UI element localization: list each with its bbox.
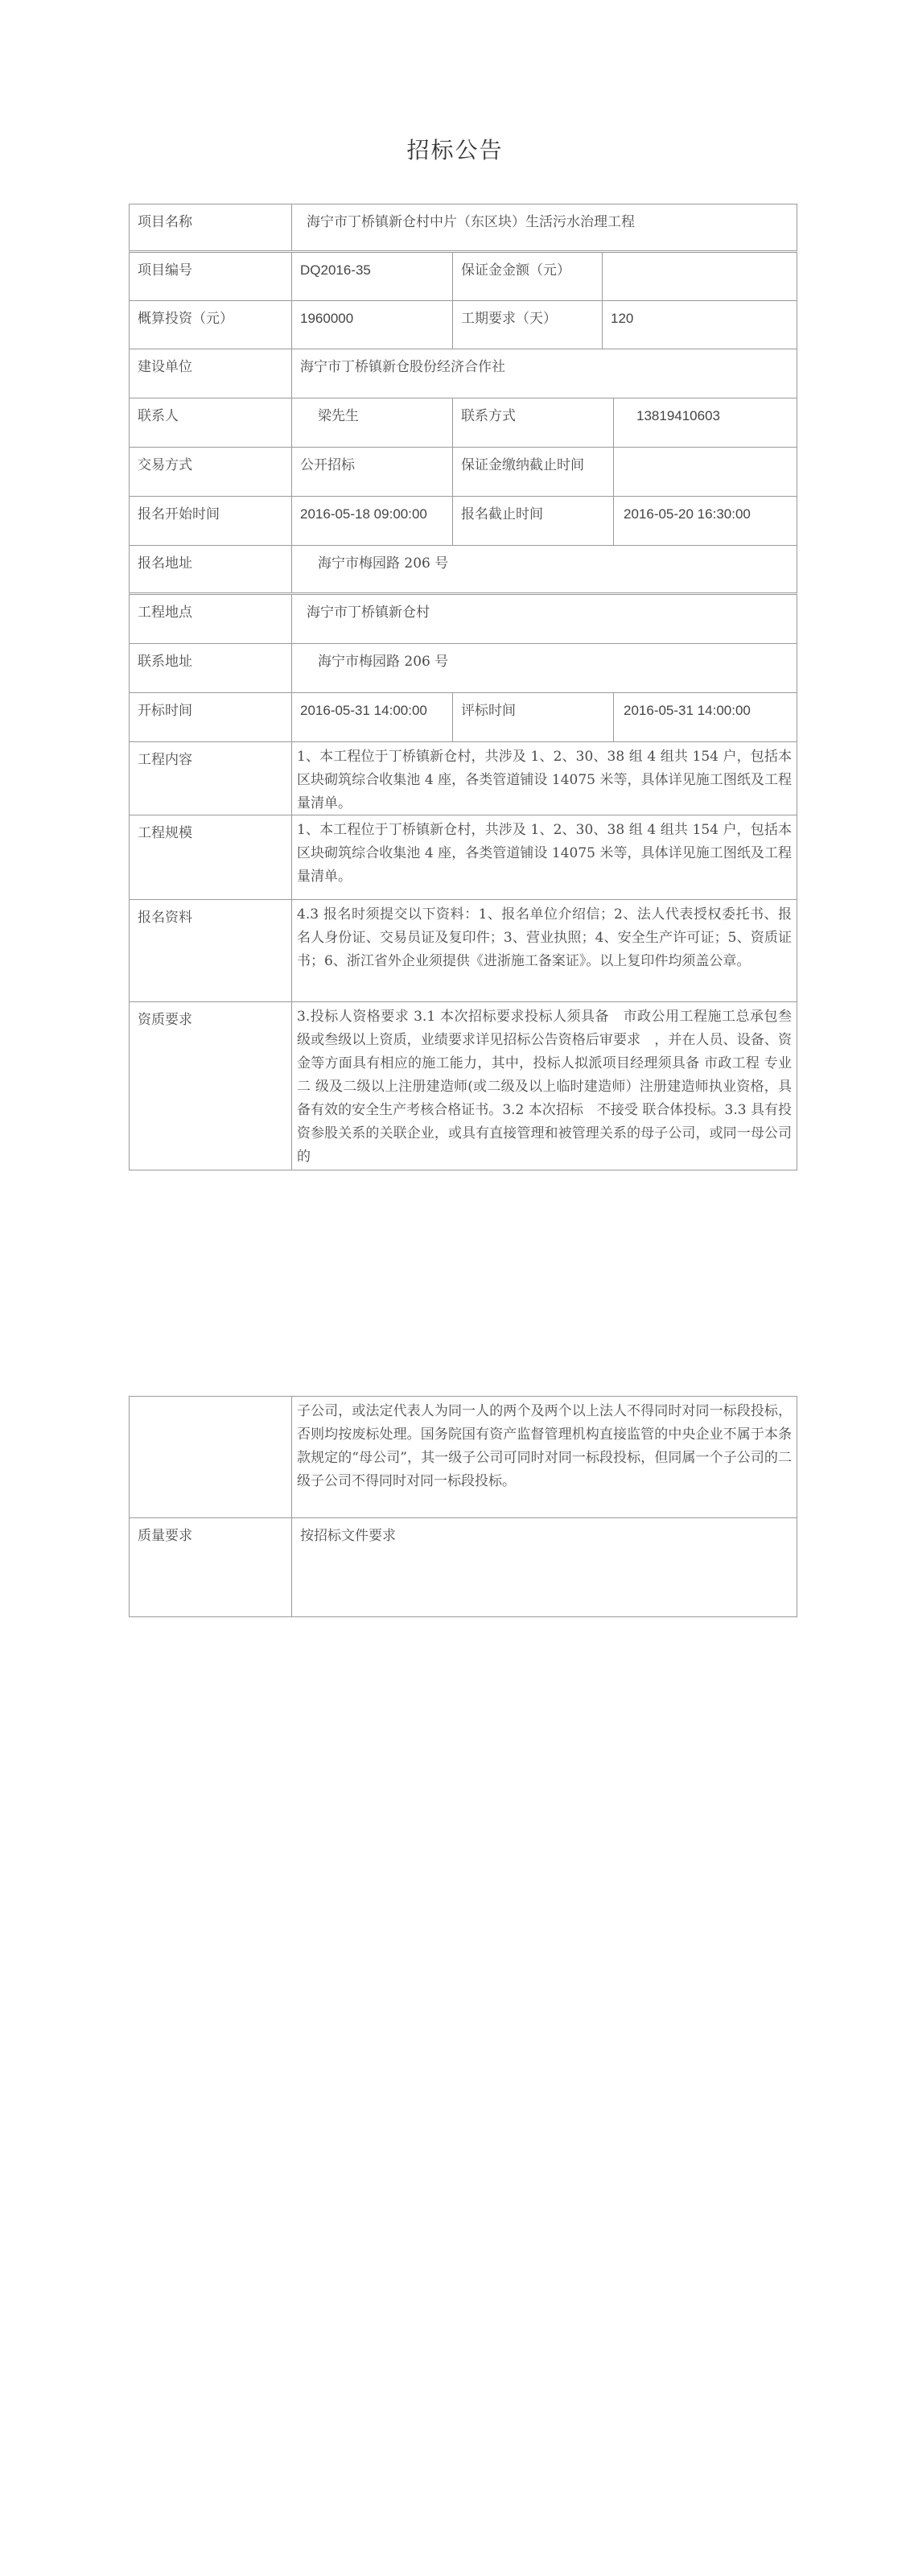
content-label: 工程内容 [138, 752, 192, 768]
page-title: 招标公告 [406, 137, 504, 163]
builder-label: 建设单位 [138, 359, 192, 375]
table-row [129, 301, 797, 349]
reg-start-label: 报名开始时间 [138, 506, 220, 522]
scale-label: 工程规模 [138, 825, 192, 841]
duration-label: 工期要求（天） [452, 301, 602, 349]
table-row [129, 1397, 797, 1518]
content-value: 1、本工程位于丁桥镇新仓村，共涉及 1、2、30、38 组 4 组共 154 户，包括本区块砌筑综合收集池 4 座，各类管道铺设 14075 米等，具体详见施工图纸及工程量清单。 [291, 742, 797, 815]
table-row [129, 398, 797, 448]
reg-end-value: 2016-05-20 16:30:00 [613, 497, 797, 545]
deposit-deadline-label: 保证金缴纳截止时间 [452, 448, 613, 496]
budget-label: 概算投资（元） [138, 311, 233, 327]
phone-label: 联系方式 [452, 398, 613, 447]
reg-end-label: 报名截止时间 [452, 497, 613, 545]
table-row [129, 742, 797, 815]
table-row [129, 349, 797, 398]
materials-value: 4.3 报名时须提交以下资料：1、报名单位介绍信；2、法人代表授权委托书、报名人身份证、交易员证及复印件；3、营业执照；4、安全生产许可证；5、资质证书；6、浙江省外企业须提供《进浙施工备案证》。以上复印件均须盖公章。 [291, 900, 797, 1001]
project-no-value: DQ2016-35 [291, 253, 452, 300]
materials-label: 报名资料 [138, 910, 192, 926]
deposit-label: 保证金金额（元） [452, 253, 602, 300]
table-row [129, 693, 797, 742]
review-time-label: 评标时间 [452, 693, 613, 741]
open-time-label: 开标时间 [138, 703, 192, 719]
qualification-value-part-2: 子公司，或法定代表人为同一人的两个及两个以上法人不得同时对同一标段投标，否则均按废标处理。国务院国有资产监督管理机构直接监管的中央企业不属于本条款规定的“母公司”，其一级子公司可同时对同一标段投标，但同属一个子公司的二级子公司不得同时对同一标段投标。 [291, 1397, 797, 1517]
table-row [129, 448, 797, 497]
scale-value: 1、本工程位于丁桥镇新仓村，共涉及 1、2、30、38 组 4 组共 154 户，包括本区块砌筑综合收集池 4 座，各类管道铺设 14075 米等，具体详见施工图纸及工程量清单。 [291, 815, 797, 899]
table-row [129, 595, 797, 644]
site-value: 海宁市丁桥镇新仓村 [291, 595, 797, 643]
builder-value: 海宁市丁桥镇新仓股份经济合作社 [291, 349, 797, 398]
project-name-value: 海宁市丁桥镇新仓村中片（东区块）生活污水治理工程 [291, 204, 797, 250]
table-row [129, 900, 797, 1002]
table-row [129, 204, 797, 253]
table-row [129, 546, 797, 595]
deposit-deadline-value [613, 448, 797, 496]
qualification-value-part-1: 3.投标人资格要求 3.1 本次招标要求投标人须具备 市政公用工程施工总承包叁级或叁级以上资质，业绩要求详见招标公告资格后审要求 ，并在人员、设备、资金等方面具有相应的施工能力，其中，投标人拟派项目经理须具备 市政工程 专业 二 级及二级以上注册建造师(或二级及以上临时建造师）注册建造师执业资格，具备有效的安全生产考核合格证书。3.2 本次招标 不接受 联合体投标。3.3 具有投资参股关系的关联企业，或具有直接管理和被管理关系的母子公司，或同一母公司的 [291, 1002, 797, 1170]
duration-value: 120 [602, 301, 797, 349]
tender-table-page-2 [129, 1396, 797, 1617]
site-label: 工程地点 [138, 605, 192, 621]
qualification-continued-label [130, 1397, 291, 1517]
reg-start-value: 2016-05-18 09:00:00 [291, 497, 452, 545]
quality-label: 质量要求 [138, 1528, 192, 1544]
qualification-label: 资质要求 [138, 1012, 192, 1028]
project-no-label: 项目编号 [138, 262, 192, 279]
table-row [129, 1002, 797, 1170]
quality-value: 按招标文件要求 [291, 1518, 797, 1616]
reg-addr-value: 海宁市梅园路 206 号 [291, 546, 797, 592]
contact-value: 梁先生 [291, 398, 452, 447]
project-name-label: 项目名称 [138, 214, 192, 230]
table-row [129, 253, 797, 301]
contact-label: 联系人 [138, 408, 179, 424]
tender-table-page-1 [129, 204, 797, 1170]
table-row [129, 815, 797, 900]
contact-addr-label: 联系地址 [138, 654, 192, 670]
trade-label: 交易方式 [138, 457, 192, 473]
deposit-value [602, 253, 797, 300]
phone-value: 13819410603 [613, 398, 797, 447]
table-row [129, 644, 797, 693]
contact-addr-value: 海宁市梅园路 206 号 [291, 644, 797, 692]
review-time-value: 2016-05-31 14:00:00 [613, 693, 797, 741]
trade-value: 公开招标 [291, 448, 452, 496]
budget-value: 1960000 [291, 301, 452, 349]
table-row [129, 1518, 797, 1617]
table-row [129, 497, 797, 546]
open-time-value: 2016-05-31 14:00:00 [291, 693, 452, 741]
reg-addr-label: 报名地址 [138, 555, 192, 572]
